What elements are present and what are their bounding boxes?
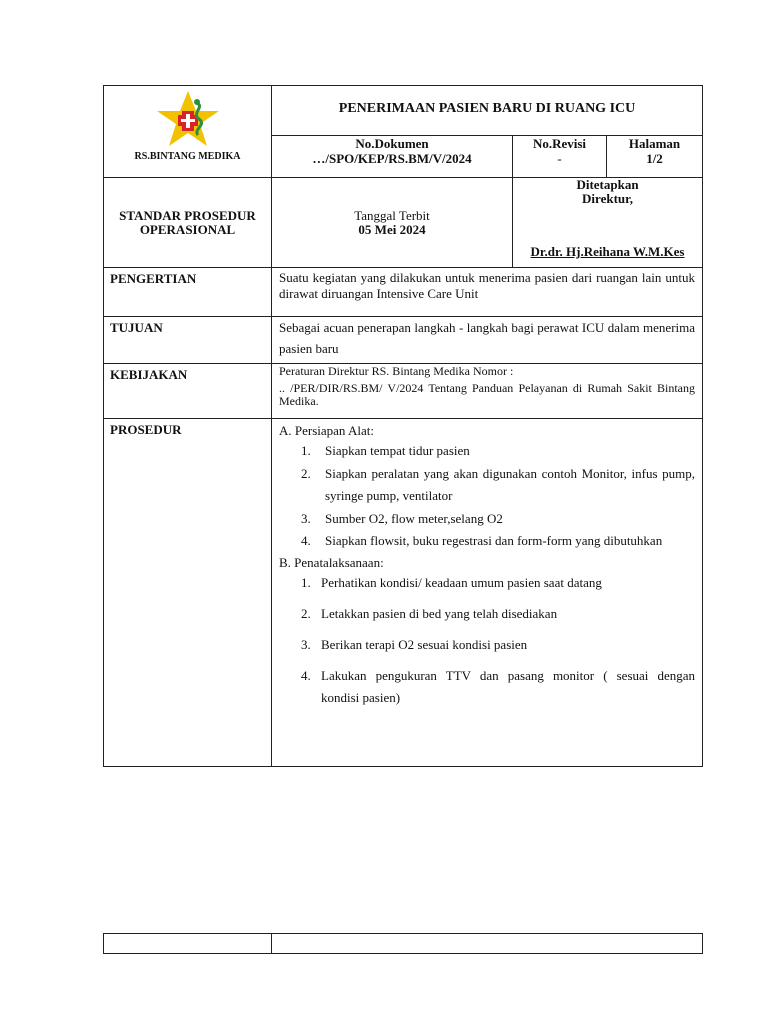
halaman-cell bbox=[607, 136, 703, 178]
spo-label-line1: STANDAR PROSEDUR bbox=[119, 207, 256, 223]
logo-cell bbox=[104, 86, 272, 178]
tujuan-label: TUJUAN bbox=[110, 320, 163, 335]
spo-label-line2: OPERASIONAL bbox=[139, 221, 236, 237]
tanggal-value: 05 Mei 2024 bbox=[358, 221, 426, 237]
pengertian-label-cell bbox=[104, 268, 272, 317]
list-item: 4. Siapkan flowsit, buku regestrasi dan form-form yang dibutuhkan bbox=[301, 533, 663, 548]
pengertian-text-cell bbox=[272, 268, 703, 317]
list-item: 1. Perhatikan kondisi/ keadaan umum pasien saat datang bbox=[301, 574, 602, 590]
ditetapkan-label: Ditetapkan bbox=[576, 177, 639, 192]
prosedur-label-cell bbox=[104, 419, 272, 767]
section-a-list bbox=[279, 440, 695, 553]
spo-label-cell bbox=[104, 178, 272, 268]
doc-number: …/SPO/KEP/RS.BM/V/2024 bbox=[312, 151, 472, 166]
list-item: 4. Lakukan pengukuran TTV dan pasang monitor ( sesuai dengan kondisi pasien) bbox=[301, 667, 722, 705]
kebijakan-text-cell bbox=[272, 364, 703, 419]
document-title: PENERIMAAN PASIEN BARU DI RUANG ICU bbox=[338, 101, 636, 116]
footer-cell-right bbox=[272, 934, 703, 954]
halaman-value: 1/2 bbox=[646, 151, 663, 166]
list-item: 2. Letakkan pasien di bed yang telah disediakan bbox=[301, 605, 558, 621]
tujuan-label-cell bbox=[104, 317, 272, 364]
kebijakan-line1: Peraturan Direktur RS. Bintang Medika Nomor : bbox=[279, 364, 514, 378]
kebijakan-label: KEBIJAKAN bbox=[110, 367, 188, 382]
kebijakan-label-cell bbox=[104, 364, 272, 419]
director-name: Dr.dr. Hj.Reihana W.M.Kes bbox=[530, 244, 685, 259]
star-cross-logo-icon bbox=[151, 89, 225, 149]
revisi-cell bbox=[513, 136, 607, 178]
footer-table bbox=[103, 933, 703, 954]
revisi-value: - bbox=[557, 151, 562, 166]
hospital-name: RS.BINTANG MEDIKA bbox=[134, 151, 241, 162]
pengertian-text: Suatu kegiatan yang dilakukan untuk menerima pasien dari ruangan lain untuk dirawat diruangan Intensive Care Unit bbox=[279, 270, 696, 301]
direktur-label: Direktur, bbox=[582, 191, 633, 206]
pengertian-label: PENGERTIAN bbox=[110, 271, 197, 286]
section-b-list bbox=[279, 572, 722, 710]
list-item: 1. Siapkan tempat tidur pasien bbox=[301, 443, 470, 458]
section-b-title: B. Penatalaksanaan: bbox=[279, 554, 384, 570]
prosedur-label: PROSEDUR bbox=[110, 422, 182, 437]
section-a-title: A. Persiapan Alat: bbox=[279, 423, 374, 438]
list-item: 2. Siapkan peralatan yang akan digunakan contoh Monitor, infus pump, syringe pump, ventilator bbox=[301, 465, 696, 503]
revisi-label: No.Revisi bbox=[532, 136, 587, 151]
halaman-label: Halaman bbox=[628, 136, 681, 151]
tanggal-label: Tanggal Terbit bbox=[354, 207, 430, 223]
list-item: 3. Berikan terapi O2 sesuai kondisi pasien bbox=[301, 636, 528, 652]
list-item: 3. Sumber O2, flow meter,selang O2 bbox=[301, 510, 503, 526]
doc-number-cell bbox=[272, 136, 513, 178]
ditetapkan-cell bbox=[513, 178, 703, 268]
prosedur-content-cell bbox=[272, 419, 722, 767]
tujuan-text-cell bbox=[272, 317, 703, 364]
footer-cell-left bbox=[104, 934, 272, 954]
spo-table bbox=[103, 85, 722, 767]
kebijakan-line2: .. /PER/DIR/RS.BM/ V/2024 Tentang Panduan Pelayanan di Rumah Sakit Bintang Medika. bbox=[279, 381, 696, 408]
tanggal-cell bbox=[272, 178, 513, 268]
title-cell bbox=[272, 86, 703, 136]
doc-label: No.Dokumen bbox=[355, 136, 429, 151]
tujuan-text: Sebagai acuan penerapan langkah - langkah bagi perawat ICU dalam menerima pasien baru bbox=[279, 320, 696, 356]
prosedur-content bbox=[272, 419, 722, 724]
